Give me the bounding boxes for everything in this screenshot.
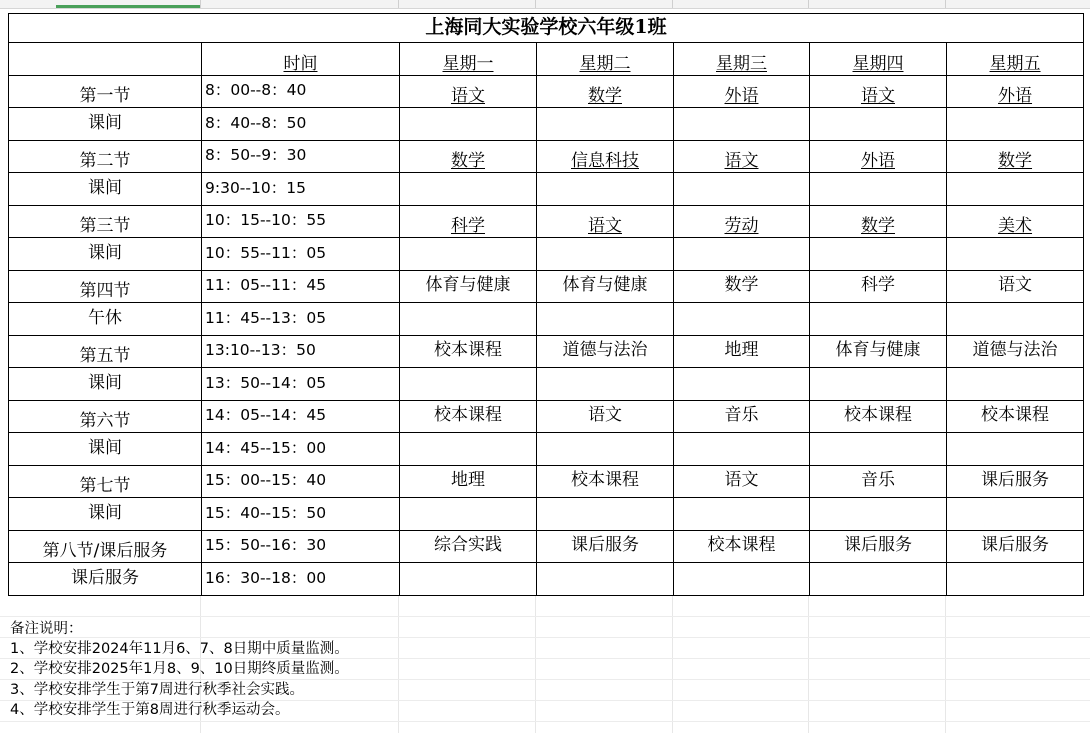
period-cell[interactable]: 午休 <box>9 303 202 336</box>
header-day-label: 星期四 <box>852 53 904 74</box>
time-cell[interactable]: 10：55--11：05 <box>202 238 400 271</box>
note-item[interactable]: 4、学校安排学生于第8周进行秋季运动会。 <box>10 701 290 718</box>
table-row <box>9 335 1084 368</box>
table-row <box>9 433 1084 466</box>
time-cell[interactable]: 8：50--9：30 <box>202 140 400 173</box>
notes-block <box>10 619 349 720</box>
subject-cell[interactable] <box>810 563 947 596</box>
table-row <box>9 498 1084 531</box>
period-cell[interactable]: 课后服务 <box>9 563 202 596</box>
subject-cell[interactable] <box>810 75 947 108</box>
subject-cell[interactable] <box>810 108 947 141</box>
table-row <box>9 400 1084 433</box>
subject-cell[interactable] <box>947 563 1084 596</box>
subject-cell[interactable]: 校本课程 <box>537 465 674 498</box>
period-cell[interactable]: 课间 <box>9 238 202 271</box>
period-cell[interactable]: 第五节 <box>9 335 202 368</box>
subject-cell[interactable] <box>810 238 947 271</box>
subject-cell[interactable]: 音乐 <box>810 465 947 498</box>
header-day-cell[interactable] <box>537 43 674 76</box>
subject-label: 数学 <box>451 151 485 172</box>
subject-cell[interactable] <box>810 205 947 238</box>
table-row <box>9 303 1084 336</box>
period-cell[interactable]: 课间 <box>9 108 202 141</box>
subject-cell[interactable] <box>674 368 810 401</box>
note-item[interactable]: 1、学校安排2024年11月6、7、8日期中质量监测。 <box>10 641 349 658</box>
subject-cell[interactable]: 体育与健康 <box>810 335 947 368</box>
column-divider <box>945 0 946 8</box>
subject-cell[interactable] <box>810 173 947 206</box>
header-day-cell[interactable] <box>674 43 810 76</box>
subject-cell[interactable]: 语文 <box>674 465 810 498</box>
subject-cell[interactable] <box>674 303 810 336</box>
subject-cell[interactable]: 综合实践 <box>400 530 537 563</box>
subject-cell[interactable] <box>947 368 1084 401</box>
subject-cell[interactable] <box>537 303 674 336</box>
time-cell[interactable]: 10：15--10：55 <box>202 205 400 238</box>
period-cell[interactable]: 第三节 <box>9 205 202 238</box>
subject-cell[interactable] <box>537 173 674 206</box>
selected-column-indicator <box>56 5 200 8</box>
subject-cell[interactable] <box>674 498 810 531</box>
subject-label: 劳动 <box>724 216 759 237</box>
header-day-label: 星期三 <box>716 53 767 74</box>
subject-label: 科学 <box>451 216 485 237</box>
header-time-label: 时间 <box>283 53 318 74</box>
table-row <box>9 238 1084 271</box>
timetable <box>8 13 1084 596</box>
column-divider <box>200 0 201 8</box>
subject-cell[interactable] <box>537 433 674 466</box>
subject-cell[interactable] <box>810 368 947 401</box>
time-cell[interactable]: 15：50--16：30 <box>202 530 400 563</box>
subject-cell[interactable] <box>400 108 537 141</box>
subject-cell[interactable] <box>810 498 947 531</box>
table-row <box>9 205 1084 238</box>
subject-cell[interactable]: 体育与健康 <box>400 270 537 303</box>
subject-cell[interactable]: 语文 <box>947 270 1084 303</box>
time-cell[interactable]: 11：45--13：05 <box>202 303 400 336</box>
subject-cell[interactable] <box>674 108 810 141</box>
subject-cell[interactable] <box>810 433 947 466</box>
note-item[interactable]: 2、学校安排2025年1月8、9、10日期终质量监测。 <box>10 661 349 678</box>
header-day-cell[interactable] <box>400 43 537 76</box>
subject-cell[interactable] <box>400 205 537 238</box>
table-row <box>9 368 1084 401</box>
time-cell[interactable]: 16：30--18：00 <box>202 563 400 596</box>
note-item[interactable]: 3、学校安排学生于第7周进行秋季社会实践。 <box>10 681 304 698</box>
time-cell[interactable]: 14：05--14：45 <box>202 400 400 433</box>
subject-cell[interactable]: 校本课程 <box>400 335 537 368</box>
sheet-column-header-strip[interactable] <box>0 0 1090 9</box>
subject-cell[interactable] <box>537 108 674 141</box>
subject-cell[interactable]: 地理 <box>400 465 537 498</box>
table-row <box>9 140 1084 173</box>
subject-cell[interactable]: 数学 <box>674 270 810 303</box>
subject-cell[interactable]: 音乐 <box>674 400 810 433</box>
subject-cell[interactable] <box>947 205 1084 238</box>
header-blank-cell[interactable] <box>9 43 202 76</box>
period-cell[interactable]: 第七节 <box>9 465 202 498</box>
subject-cell[interactable]: 语文 <box>537 400 674 433</box>
subject-cell[interactable] <box>537 238 674 271</box>
column-divider <box>535 0 536 8</box>
period-cell[interactable]: 课间 <box>9 368 202 401</box>
subject-cell[interactable]: 校本课程 <box>674 530 810 563</box>
subject-cell[interactable] <box>400 75 537 108</box>
subject-cell[interactable] <box>947 140 1084 173</box>
subject-cell[interactable]: 体育与健康 <box>537 270 674 303</box>
subject-cell[interactable] <box>400 368 537 401</box>
subject-cell[interactable] <box>400 433 537 466</box>
subject-cell[interactable]: 课后服务 <box>947 530 1084 563</box>
time-cell[interactable]: 9:30--10：15 <box>202 173 400 206</box>
subject-cell[interactable] <box>400 173 537 206</box>
subject-cell[interactable] <box>400 238 537 271</box>
period-cell[interactable]: 第八节/课后服务 <box>9 530 202 563</box>
sheet-gridline <box>0 721 1090 722</box>
table-row <box>9 465 1084 498</box>
subject-cell[interactable] <box>537 368 674 401</box>
time-cell[interactable]: 11：05--11：45 <box>202 270 400 303</box>
subject-cell[interactable] <box>674 563 810 596</box>
subject-cell[interactable] <box>537 498 674 531</box>
column-divider <box>672 0 673 8</box>
header-time-cell[interactable] <box>202 43 400 76</box>
time-cell[interactable]: 13:10--13：50 <box>202 335 400 368</box>
subject-cell[interactable] <box>537 140 674 173</box>
subject-cell[interactable]: 课后服务 <box>947 465 1084 498</box>
table-row <box>9 530 1084 563</box>
subject-cell[interactable]: 校本课程 <box>400 400 537 433</box>
subject-label: 外语 <box>998 86 1033 107</box>
subject-cell[interactable] <box>400 140 537 173</box>
period-cell[interactable]: 课间 <box>9 498 202 531</box>
subject-label: 语文 <box>861 86 895 107</box>
subject-cell[interactable]: 校本课程 <box>947 400 1084 433</box>
subject-cell[interactable] <box>674 433 810 466</box>
subject-cell[interactable] <box>947 498 1084 531</box>
header-row <box>9 43 1084 76</box>
table-row <box>9 108 1084 141</box>
subject-cell[interactable] <box>537 563 674 596</box>
table-row <box>9 75 1084 108</box>
period-cell[interactable]: 第二节 <box>9 140 202 173</box>
subject-label: 数学 <box>588 86 622 107</box>
table-row <box>9 173 1084 206</box>
subject-label: 数学 <box>998 151 1033 172</box>
subject-cell[interactable] <box>947 75 1084 108</box>
subject-label: 外语 <box>724 86 759 107</box>
header-day-cell[interactable] <box>810 43 947 76</box>
subject-cell[interactable] <box>400 498 537 531</box>
subject-label: 信息科技 <box>571 151 639 172</box>
notes-heading[interactable]: 备注说明： <box>10 621 83 637</box>
subject-cell[interactable] <box>674 205 810 238</box>
subject-cell[interactable]: 课后服务 <box>537 530 674 563</box>
period-cell[interactable]: 第六节 <box>9 400 202 433</box>
subject-cell[interactable] <box>947 173 1084 206</box>
subject-cell[interactable] <box>674 140 810 173</box>
time-cell[interactable]: 8：40--8：50 <box>202 108 400 141</box>
subject-cell[interactable] <box>537 205 674 238</box>
subject-cell[interactable] <box>810 140 947 173</box>
header-day-cell[interactable] <box>947 43 1084 76</box>
subject-cell[interactable]: 道德与法治 <box>947 335 1084 368</box>
subject-cell[interactable]: 校本课程 <box>810 400 947 433</box>
subject-label: 语文 <box>451 86 485 107</box>
time-cell[interactable]: 15：40--15：50 <box>202 498 400 531</box>
timetable-title[interactable]: 上海同大实验学校六年级1班 <box>9 14 1084 43</box>
subject-cell[interactable] <box>947 433 1084 466</box>
column-divider <box>808 0 809 8</box>
subject-cell[interactable] <box>674 173 810 206</box>
subject-cell[interactable] <box>947 108 1084 141</box>
subject-label: 美术 <box>998 216 1033 237</box>
subject-cell[interactable]: 地理 <box>674 335 810 368</box>
table-row <box>9 563 1084 596</box>
time-cell[interactable]: 14：45--15：00 <box>202 433 400 466</box>
subject-label: 数学 <box>861 216 895 237</box>
header-day-label: 星期五 <box>989 53 1041 74</box>
subject-label: 语文 <box>588 216 622 237</box>
subject-cell[interactable] <box>674 238 810 271</box>
column-divider <box>398 0 399 8</box>
time-cell[interactable]: 8：00--8：40 <box>202 75 400 108</box>
table-row <box>9 270 1084 303</box>
subject-label: 外语 <box>861 151 895 172</box>
subject-cell[interactable] <box>400 563 537 596</box>
subject-cell[interactable] <box>947 303 1084 336</box>
sheet-gridline <box>0 616 1090 617</box>
time-cell[interactable]: 13：50--14：05 <box>202 368 400 401</box>
subject-cell[interactable] <box>947 238 1084 271</box>
period-cell[interactable]: 第一节 <box>9 75 202 108</box>
period-cell[interactable]: 课间 <box>9 433 202 466</box>
subject-label: 语文 <box>724 151 759 172</box>
subject-cell[interactable]: 课后服务 <box>810 530 947 563</box>
subject-cell[interactable]: 科学 <box>810 270 947 303</box>
header-day-label: 星期二 <box>579 53 631 74</box>
subject-cell[interactable] <box>810 303 947 336</box>
period-cell[interactable]: 课间 <box>9 173 202 206</box>
time-cell[interactable]: 15：00--15：40 <box>202 465 400 498</box>
subject-cell[interactable]: 道德与法治 <box>537 335 674 368</box>
period-cell[interactable]: 第四节 <box>9 270 202 303</box>
subject-cell[interactable] <box>674 75 810 108</box>
header-day-label: 星期一 <box>442 53 494 74</box>
subject-cell[interactable] <box>400 303 537 336</box>
subject-cell[interactable] <box>537 75 674 108</box>
